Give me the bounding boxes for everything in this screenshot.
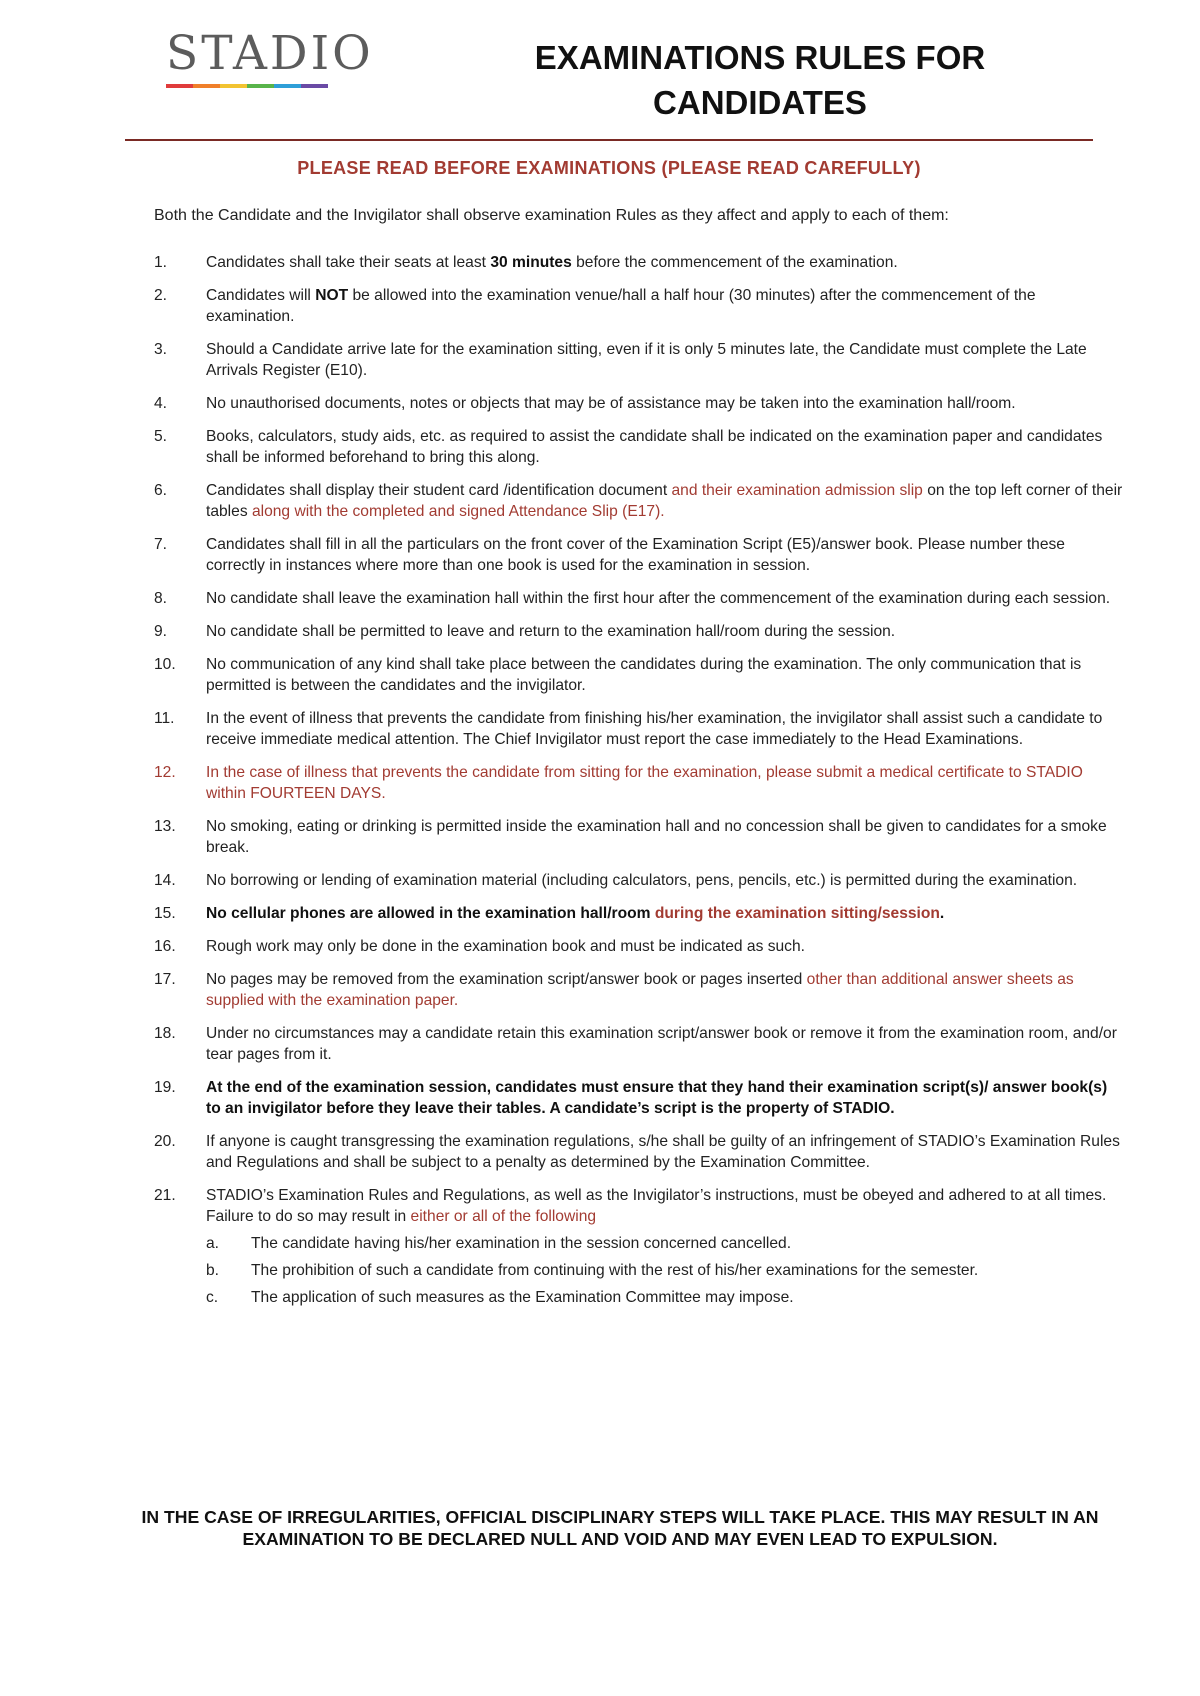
rule-text: No borrowing or lending of examination material (including calculators, pens, pencils, etc.) is permitted during the examination. — [206, 872, 1078, 889]
rule-number: 11. — [154, 710, 175, 727]
rule-text: Rough work may only be done in the examination book and must be indicated as such. — [206, 938, 805, 955]
sub-item-text: The prohibition of such a candidate from continuing with the rest of his/her examinations for the semester. — [251, 1262, 979, 1279]
rule-number: 20. — [154, 1133, 176, 1150]
logo-color-bar — [166, 84, 328, 88]
rule-text: on the top left corner of their tables — [206, 482, 1123, 520]
rule-red-text: In the case of illness that prevents the candidate from sitting for the examination, please submit a medical certificate to STADIO within FOURTEEN DAYS. — [206, 764, 1083, 802]
page-title — [470, 35, 1050, 125]
intro-text: Both the Candidate and the Invigilator shall observe examination Rules as they affect and apply to each of them: — [154, 207, 949, 224]
rule-item — [154, 1077, 1124, 1119]
logo-bar-segment — [220, 84, 247, 88]
logo-bar-segment — [274, 84, 301, 88]
rule-item — [154, 393, 1124, 414]
rule-emphasis: . — [939, 905, 945, 922]
rule-item — [154, 534, 1124, 576]
rule-item — [154, 1131, 1124, 1173]
rule-item — [154, 480, 1124, 522]
rule-number: 17. — [154, 971, 176, 988]
rule-text: Should a Candidate arrive late for the examination sitting, even if it is only 5 minutes late, the Candidate must complete the Late Arrivals Register (E10). — [206, 341, 1087, 379]
rule-item — [154, 621, 1124, 642]
rule-item — [154, 870, 1124, 891]
sub-item-letter: a. — [206, 1235, 220, 1252]
rule-number: 21. — [154, 1187, 176, 1204]
footer-warning: IN THE CASE OF IRREGULARITIES, OFFICIAL DISCIPLINARY STEPS WILL TAKE PLACE. THIS MAY RESULT IN AN EXAMINATION TO BE DECLARED NULL AND VOID AND MAY EVEN LEAD TO EXPULSION. — [141, 1507, 1099, 1549]
rule-text: Candidates shall fill in all the particulars on the front cover of the Examination Script (E5)/answer book. Please number these correctly in instances where more than one book is used for the examination in session. — [206, 536, 1065, 574]
subtitle: PLEASE READ BEFORE EXAMINATIONS (PLEASE READ CAREFULLY) — [297, 158, 921, 178]
rule-item — [154, 762, 1124, 804]
rule-text: Books, calculators, study aids, etc. as required to assist the candidate shall be indicated on the examination paper and candidates shall be informed beforehand to bring this along. — [206, 428, 1103, 466]
rule-item — [154, 1185, 1124, 1308]
rule-text: No candidate shall be permitted to leave and return to the examination hall/room during the session. — [206, 623, 896, 640]
rule-red-text: other than additional answer sheets as supplied with the examination paper. — [206, 971, 1074, 1009]
rule-text: In the event of illness that prevents the candidate from finishing his/her examination, the invigilator shall assist such a candidate to receive immediate medical attention. The Chief Invigilator must report the case immediately to the Head Examinations. — [206, 710, 1103, 748]
rule-item — [154, 816, 1124, 858]
rule-item — [154, 708, 1124, 750]
logo-bar-segment — [247, 84, 274, 88]
rule-item — [154, 936, 1124, 957]
rule-text: No smoking, eating or drinking is permitted inside the examination hall and no concession shall be given to candidates for a smoke break. — [206, 818, 1107, 856]
rule-item — [154, 339, 1124, 381]
rule-item — [154, 252, 1124, 273]
logo-wordmark: STADIO — [166, 26, 374, 81]
rule-text: No candidate shall leave the examination hall within the first hour after the commencement of the examination during each session. — [206, 590, 1111, 607]
rule-number: 2. — [154, 287, 168, 304]
rule-number: 3. — [154, 341, 168, 358]
rule-number: 12. — [154, 764, 176, 781]
rule-number: 13. — [154, 818, 176, 835]
title-line-2: CANDIDATES — [653, 84, 867, 121]
rule-item — [154, 969, 1124, 1011]
rule-emphasis: 30 minutes — [490, 254, 572, 271]
rule-red-text: along with the completed and signed Attendance Slip (E17). — [251, 503, 665, 520]
rule-number: 15. — [154, 905, 176, 922]
rule-text: No unauthorised documents, notes or objects that may be of assistance may be taken into the examination hall/room. — [206, 395, 1016, 412]
rule-number: 9. — [154, 623, 168, 640]
rule-item — [154, 1023, 1124, 1065]
rule-number: 7. — [154, 536, 168, 553]
rule-text: Candidates shall display their student card /identification document — [206, 482, 672, 499]
logo-bar-segment — [166, 84, 193, 88]
rule-number: 8. — [154, 590, 168, 607]
sub-item — [206, 1233, 1124, 1254]
rule-number: 10. — [154, 656, 176, 673]
stadio-logo — [166, 26, 386, 88]
rule-number: 5. — [154, 428, 168, 445]
rules-list — [154, 252, 1124, 1320]
rule-item — [154, 654, 1124, 696]
rule-text: No communication of any kind shall take place between the candidates during the examination. The only communication that is permitted is between the candidates and the invigilator. — [206, 656, 1082, 694]
logo-bar-segment — [301, 84, 328, 88]
rule-item — [154, 285, 1124, 327]
rule-text: No pages may be removed from the examination script/answer book or pages inserted — [206, 971, 807, 988]
sub-item — [206, 1260, 1124, 1281]
rule-text: Candidates will — [206, 287, 316, 304]
header-divider — [125, 139, 1093, 141]
rule-text: be allowed into the examination venue/hall a half hour (30 minutes) after the commencement of the examination. — [206, 287, 1036, 325]
rule-red-text: and their examination admission slip — [671, 482, 923, 499]
sub-item-text: The candidate having his/her examination in the session concerned cancelled. — [251, 1235, 792, 1252]
rule-number: 16. — [154, 938, 176, 955]
rule-number: 1. — [154, 254, 168, 271]
rule-number: 19. — [154, 1079, 176, 1096]
rule-text: before the commencement of the examination. — [571, 254, 898, 271]
rule-number: 18. — [154, 1025, 176, 1042]
rule-item — [154, 588, 1124, 609]
rule-text: If anyone is caught transgressing the examination regulations, s/he shall be guilty of an infringement of STADIO’s Examination Rules and Regulations and shall be subject to a penalty as determined by the Examination Committee. — [206, 1133, 1120, 1171]
sub-item — [206, 1287, 1124, 1308]
rule-red-text: either or all of the following — [410, 1208, 597, 1225]
rule-text: STADIO’s Examination Rules and Regulations, as well as the Invigilator’s instructions, must be obeyed and adhered to at all times. Failure to do so may result in — [206, 1187, 1107, 1225]
sub-item-letter: b. — [206, 1262, 220, 1279]
rule-text: Candidates shall take their seats at least — [206, 254, 491, 271]
logo-bar-segment — [193, 84, 220, 88]
rule-red-emphasis: during the examination sitting/session — [654, 905, 940, 922]
rule-number: 14. — [154, 872, 176, 889]
rule-emphasis: NOT — [315, 287, 349, 304]
sub-item-text: The application of such measures as the Examination Committee may impose. — [251, 1289, 794, 1306]
rule-emphasis: No cellular phones are allowed in the examination hall/room — [206, 905, 655, 922]
rule-number: 4. — [154, 395, 168, 412]
rule-item — [154, 426, 1124, 468]
rule-text: Under no circumstances may a candidate retain this examination script/answer book or remove it from the examination room, and/or tear pages from it. — [206, 1025, 1117, 1063]
sub-item-letter: c. — [206, 1289, 219, 1306]
rule-emphasis: . — [890, 1100, 895, 1117]
rule-number: 6. — [154, 482, 168, 499]
rule-emphasis: At the end of the examination session, candidates must ensure that they hand their examination script(s)/ answer book(s) to an invigilator before they leave their tables. A candidate’s script is the property of STADIO — [206, 1079, 1108, 1117]
rule-item — [154, 903, 1124, 924]
title-line-1: EXAMINATIONS RULES FOR — [534, 39, 986, 76]
